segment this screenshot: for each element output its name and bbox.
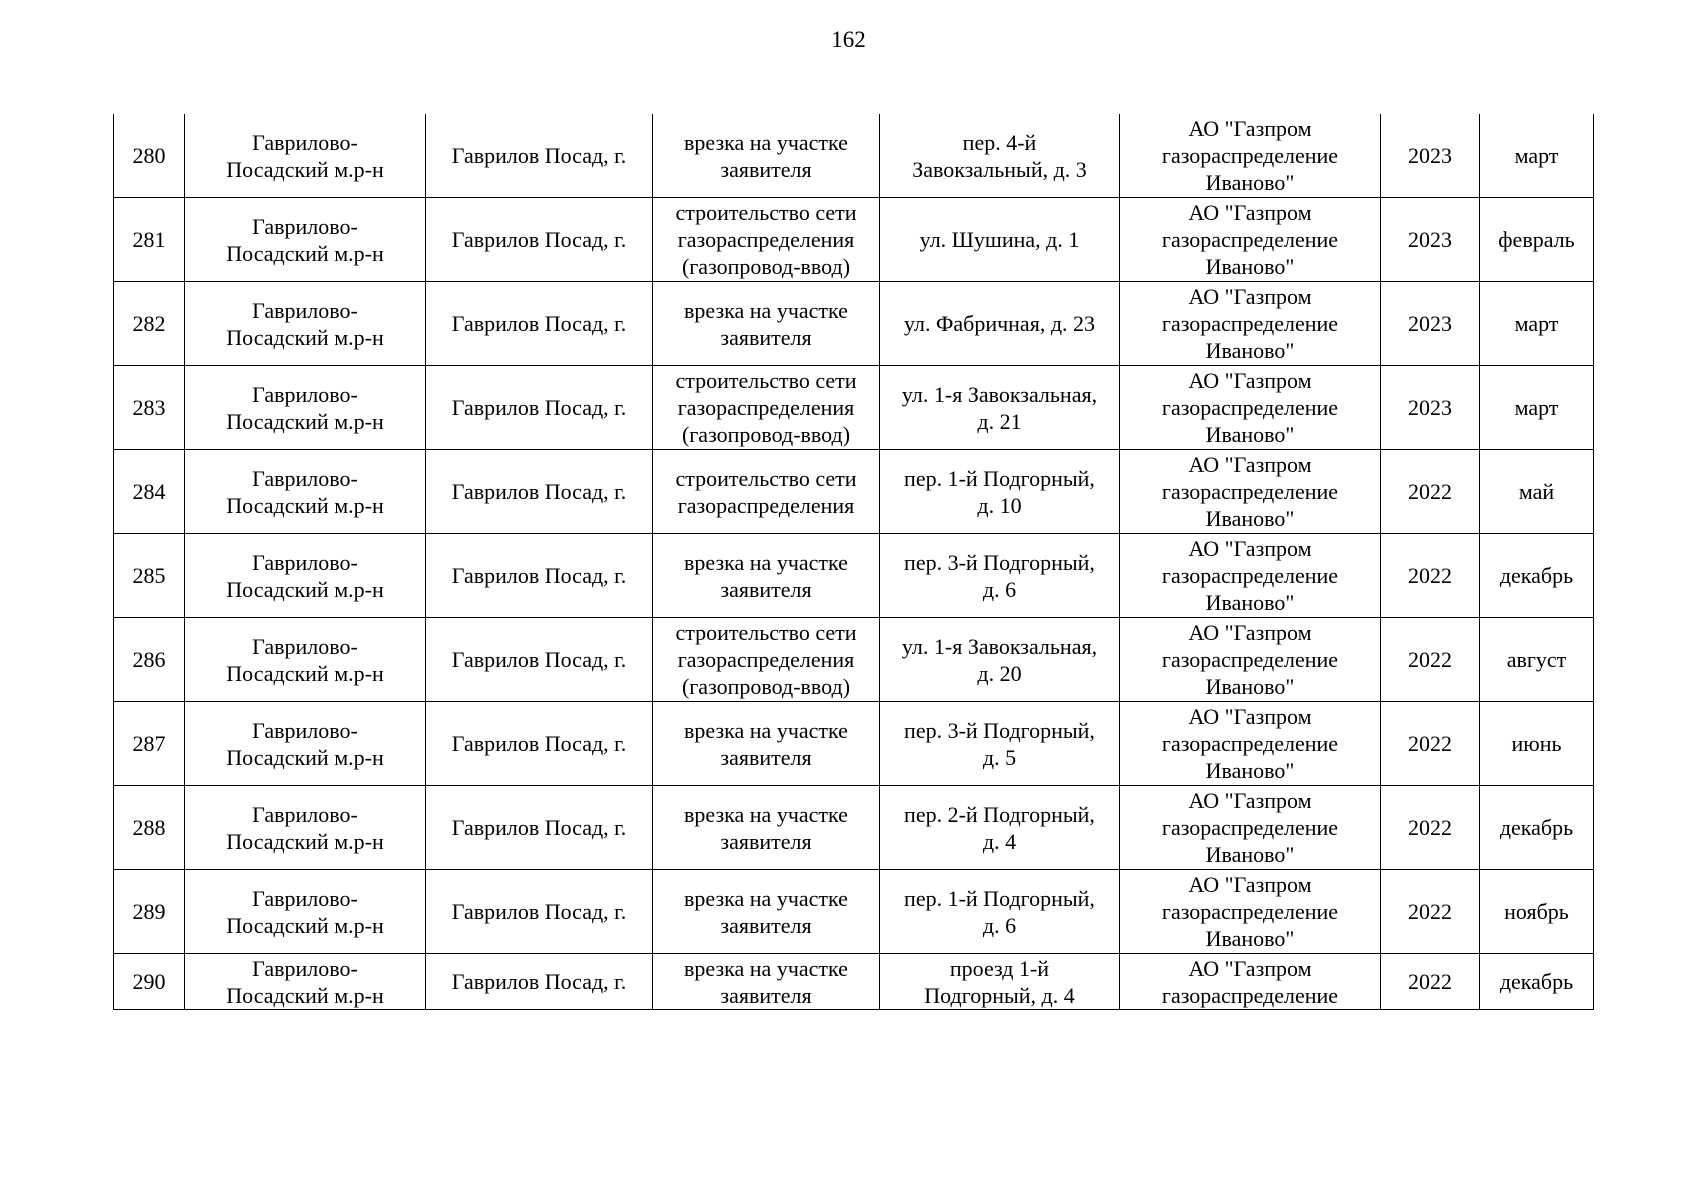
table-row — [114, 786, 1594, 870]
cell-district-line: Гаврилово- — [252, 885, 358, 911]
cell-number: 289 — [114, 870, 185, 954]
cell-work-type-line: заявителя — [720, 576, 812, 602]
cell-district-line: Посадский м.р-н — [226, 744, 384, 770]
table-body — [114, 114, 1594, 1010]
cell-work-type — [653, 282, 880, 366]
cell-work-type-line: газораспределения — [677, 492, 855, 518]
cell-district — [185, 618, 426, 702]
cell-locality — [426, 366, 653, 450]
cell-work-type-line: врезка на участке — [684, 801, 848, 827]
table-row — [114, 618, 1594, 702]
cell-district-line: Гаврилово- — [252, 633, 358, 659]
cell-organization — [1120, 534, 1381, 618]
cell-organization-line: Иваново" — [1205, 170, 1295, 195]
cell-address — [880, 870, 1120, 954]
cell-district — [185, 450, 426, 534]
cell-district-line: Посадский м.р-н — [226, 982, 384, 1008]
cell-year: 2023 — [1381, 198, 1480, 282]
cell-district-line: Гаврилово- — [252, 465, 358, 491]
cell-address — [880, 702, 1120, 786]
cell-work-type-line: заявителя — [720, 828, 812, 854]
table-row — [114, 282, 1594, 366]
cell-locality-line: Гаврилов Посад, г. — [451, 563, 627, 588]
cell-district-line: Посадский м.р-н — [226, 828, 384, 854]
cell-organization-line: газораспределение — [1161, 815, 1339, 840]
cell-organization — [1120, 450, 1381, 534]
cell-month: август — [1480, 618, 1594, 702]
cell-address-line: пер. 1-й Подгорный, — [904, 885, 1095, 911]
cell-locality-line: Гаврилов Посад, г. — [451, 479, 627, 504]
cell-month: декабрь — [1480, 786, 1594, 870]
cell-district-line: Посадский м.р-н — [226, 492, 384, 518]
cell-organization-line: Иваново" — [1205, 506, 1295, 531]
cell-address-line: д. 21 — [977, 408, 1022, 434]
cell-organization-line: газораспределение — [1161, 311, 1339, 336]
cell-locality-line: Гаврилов Посад, г. — [451, 731, 627, 756]
cell-locality-line: Гаврилов Посад, г. — [451, 815, 627, 840]
cell-address — [880, 618, 1120, 702]
cell-work-type-line: строительство сети — [675, 368, 857, 393]
cell-address — [880, 786, 1120, 870]
cell-district-line: Посадский м.р-н — [226, 240, 384, 266]
cell-organization-line: Иваново" — [1205, 590, 1295, 615]
cell-number: 280 — [114, 114, 185, 198]
cell-locality-line: Гаврилов Посад, г. — [451, 311, 627, 336]
cell-district-line: Посадский м.р-н — [226, 576, 384, 602]
cell-organization-line: Иваново" — [1205, 338, 1295, 363]
cell-work-type — [653, 114, 880, 198]
cell-work-type-line: врезка на участке — [684, 297, 848, 323]
cell-organization-line: АО "Газпром — [1188, 872, 1312, 897]
page-number: 162 — [831, 27, 866, 52]
cell-work-type — [653, 534, 880, 618]
cell-locality — [426, 870, 653, 954]
cell-organization — [1120, 114, 1381, 198]
cell-address — [880, 198, 1120, 282]
table-row — [114, 114, 1594, 198]
cell-district-line: Гаврилово- — [252, 717, 358, 743]
cell-work-type — [653, 366, 880, 450]
cell-organization — [1120, 366, 1381, 450]
cell-organization-line: АО "Газпром — [1188, 116, 1312, 141]
table-row — [114, 954, 1594, 1010]
cell-month: май — [1480, 450, 1594, 534]
cell-year: 2022 — [1381, 702, 1480, 786]
cell-number: 281 — [114, 198, 185, 282]
cell-year: 2022 — [1381, 870, 1480, 954]
cell-address-line: д. 20 — [977, 660, 1022, 686]
cell-district-line: Посадский м.р-н — [226, 660, 384, 686]
cell-month: февраль — [1480, 198, 1594, 282]
cell-district — [185, 114, 426, 198]
cell-address-line: д. 5 — [982, 744, 1017, 770]
cell-district-line: Гаврилово- — [252, 297, 358, 323]
cell-address-line: пер. 3-й Подгорный, — [904, 717, 1095, 743]
cell-organization-line: АО "Газпром — [1188, 704, 1312, 729]
table-row — [114, 366, 1594, 450]
cell-year: 2023 — [1381, 366, 1480, 450]
cell-organization-line: газораспределение — [1161, 227, 1339, 252]
cell-number: 286 — [114, 618, 185, 702]
cell-address-line: д. 4 — [982, 828, 1017, 854]
cell-number: 290 — [114, 954, 185, 1010]
cell-organization-line: Иваново" — [1205, 926, 1295, 951]
cell-organization — [1120, 618, 1381, 702]
cell-organization — [1120, 702, 1381, 786]
cell-organization-line: АО "Газпром — [1188, 955, 1312, 981]
cell-organization — [1120, 954, 1381, 1010]
cell-locality — [426, 786, 653, 870]
cell-address-line: д. 10 — [977, 492, 1022, 518]
cell-organization-line: Иваново" — [1205, 254, 1295, 279]
cell-organization-line: АО "Газпром — [1188, 536, 1312, 561]
cell-work-type — [653, 198, 880, 282]
cell-organization-line: газораспределение — [1161, 731, 1339, 756]
cell-address-line: пер. 4-й — [962, 129, 1037, 155]
cell-locality-line: Гаврилов Посад, г. — [451, 143, 627, 168]
cell-organization-line: газораспределение — [1161, 563, 1339, 588]
cell-locality — [426, 702, 653, 786]
cell-locality — [426, 198, 653, 282]
cell-district-line: Посадский м.р-н — [226, 408, 384, 434]
cell-year: 2022 — [1381, 450, 1480, 534]
cell-district — [185, 870, 426, 954]
table-row — [114, 534, 1594, 618]
cell-address-line: д. 6 — [982, 912, 1017, 938]
cell-year: 2022 — [1381, 534, 1480, 618]
cell-organization-line: газораспределение — [1161, 982, 1339, 1008]
cell-organization-line: АО "Газпром — [1188, 788, 1312, 813]
cell-district — [185, 702, 426, 786]
cell-work-type-line: заявителя — [720, 324, 812, 350]
cell-locality — [426, 450, 653, 534]
table-row — [114, 450, 1594, 534]
cell-work-type-line: (газопровод-ввод) — [681, 254, 851, 279]
cell-organization-line: газораспределение — [1161, 143, 1339, 168]
cell-work-type-line: строительство сети — [675, 620, 857, 645]
cell-work-type-line: врезка на участке — [684, 717, 848, 743]
cell-organization-line: Иваново" — [1205, 422, 1295, 447]
cell-month: март — [1480, 282, 1594, 366]
cell-district — [185, 366, 426, 450]
cell-address-line: пер. 3-й Подгорный, — [904, 549, 1095, 575]
cell-district-line: Гаврилово- — [252, 955, 358, 981]
cell-work-type-line: строительство сети — [675, 200, 857, 225]
cell-locality — [426, 114, 653, 198]
cell-address-line: проезд 1-й — [949, 955, 1050, 981]
cell-address-line: д. 6 — [982, 576, 1017, 602]
cell-work-type-line: заявителя — [720, 156, 812, 182]
cell-work-type-line: (газопровод-ввод) — [681, 422, 851, 447]
cell-district-line: Посадский м.р-н — [226, 324, 384, 350]
cell-work-type-line: заявителя — [720, 744, 812, 770]
cell-year: 2022 — [1381, 618, 1480, 702]
table-row — [114, 702, 1594, 786]
cell-locality-line: Гаврилов Посад, г. — [451, 969, 627, 994]
cell-locality — [426, 618, 653, 702]
cell-organization-line: Иваново" — [1205, 674, 1295, 699]
cell-number: 282 — [114, 282, 185, 366]
cell-work-type — [653, 954, 880, 1010]
cell-address-line: ул. 1-я Завокзальная, — [901, 633, 1098, 659]
cell-organization — [1120, 786, 1381, 870]
cell-organization-line: АО "Газпром — [1188, 368, 1312, 393]
cell-year: 2022 — [1381, 786, 1480, 870]
cell-organization-line: АО "Газпром — [1188, 452, 1312, 477]
cell-work-type — [653, 786, 880, 870]
cell-locality — [426, 534, 653, 618]
cell-organization-line: Иваново" — [1205, 758, 1295, 783]
cell-address-line: ул. Фабричная, д. 23 — [903, 311, 1096, 336]
cell-locality-line: Гаврилов Посад, г. — [451, 647, 627, 672]
cell-district-line: Гаврилово- — [252, 801, 358, 827]
cell-year: 2023 — [1381, 114, 1480, 198]
cell-organization-line: АО "Газпром — [1188, 200, 1312, 225]
cell-month: июнь — [1480, 702, 1594, 786]
cell-district — [185, 954, 426, 1010]
cell-organization-line: АО "Газпром — [1188, 284, 1312, 309]
cell-district — [185, 534, 426, 618]
cell-work-type — [653, 702, 880, 786]
cell-district-line: Гаврилово- — [252, 129, 358, 155]
cell-district-line: Посадский м.р-н — [226, 156, 384, 182]
cell-address-line: Завокзальный, д. 3 — [912, 156, 1087, 182]
cell-address — [880, 282, 1120, 366]
cell-work-type-line: газораспределения — [677, 647, 855, 672]
cell-work-type-line: врезка на участке — [684, 549, 848, 575]
cell-address — [880, 534, 1120, 618]
cell-work-type-line: заявителя — [720, 982, 812, 1008]
cell-month: декабрь — [1480, 954, 1594, 1010]
cell-address-line: Подгорный, д. 4 — [924, 982, 1075, 1008]
cell-work-type-line: (газопровод-ввод) — [681, 674, 851, 699]
cell-address-line: пер. 1-й Подгорный, — [904, 465, 1095, 491]
cell-number: 284 — [114, 450, 185, 534]
cell-organization — [1120, 870, 1381, 954]
cell-month: март — [1480, 114, 1594, 198]
cell-month: декабрь — [1480, 534, 1594, 618]
cell-district — [185, 282, 426, 366]
cell-month: ноябрь — [1480, 870, 1594, 954]
cell-address — [880, 366, 1120, 450]
cell-district — [185, 198, 426, 282]
cell-work-type — [653, 870, 880, 954]
cell-address-line: ул. Шушина, д. 1 — [919, 227, 1080, 252]
cell-locality-line: Гаврилов Посад, г. — [451, 227, 627, 252]
cell-locality — [426, 954, 653, 1010]
cell-month: март — [1480, 366, 1594, 450]
cell-organization-line: газораспределение — [1161, 899, 1339, 924]
cell-work-type-line: врезка на участке — [684, 129, 848, 155]
cell-year: 2023 — [1381, 282, 1480, 366]
table-row — [114, 198, 1594, 282]
cell-number: 287 — [114, 702, 185, 786]
cell-district — [185, 786, 426, 870]
cell-work-type-line: врезка на участке — [684, 885, 848, 911]
cell-address-line: пер. 2-й Подгорный, — [904, 801, 1095, 827]
cell-work-type-line: строительство сети — [675, 465, 857, 491]
cell-organization — [1120, 282, 1381, 366]
cell-organization-line: газораспределение — [1161, 395, 1339, 420]
cell-number: 285 — [114, 534, 185, 618]
cell-number: 283 — [114, 366, 185, 450]
cell-number: 288 — [114, 786, 185, 870]
cell-work-type-line: газораспределения — [677, 395, 855, 420]
cell-work-type — [653, 450, 880, 534]
cell-work-type-line: газораспределения — [677, 227, 855, 252]
cell-district-line: Гаврилово- — [252, 213, 358, 239]
cell-year: 2022 — [1381, 954, 1480, 1010]
cell-locality-line: Гаврилов Посад, г. — [451, 899, 627, 924]
cell-district-line: Посадский м.р-н — [226, 912, 384, 938]
table-row — [114, 870, 1594, 954]
cell-district-line: Гаврилово- — [252, 549, 358, 575]
cell-organization — [1120, 198, 1381, 282]
data-table — [113, 114, 1594, 1010]
cell-address — [880, 954, 1120, 1010]
cell-locality-line: Гаврилов Посад, г. — [451, 395, 627, 420]
cell-address — [880, 450, 1120, 534]
cell-work-type-line: врезка на участке — [684, 955, 848, 981]
cell-address — [880, 114, 1120, 198]
cell-work-type — [653, 618, 880, 702]
cell-organization-line: Иваново" — [1205, 842, 1295, 867]
cell-address-line: ул. 1-я Завокзальная, — [901, 381, 1098, 407]
cell-work-type-line: заявителя — [720, 912, 812, 938]
cell-locality — [426, 282, 653, 366]
cell-district-line: Гаврилово- — [252, 381, 358, 407]
cell-organization-line: газораспределение — [1161, 647, 1339, 672]
cell-organization-line: газораспределение — [1161, 479, 1339, 504]
cell-organization-line: АО "Газпром — [1188, 620, 1312, 645]
